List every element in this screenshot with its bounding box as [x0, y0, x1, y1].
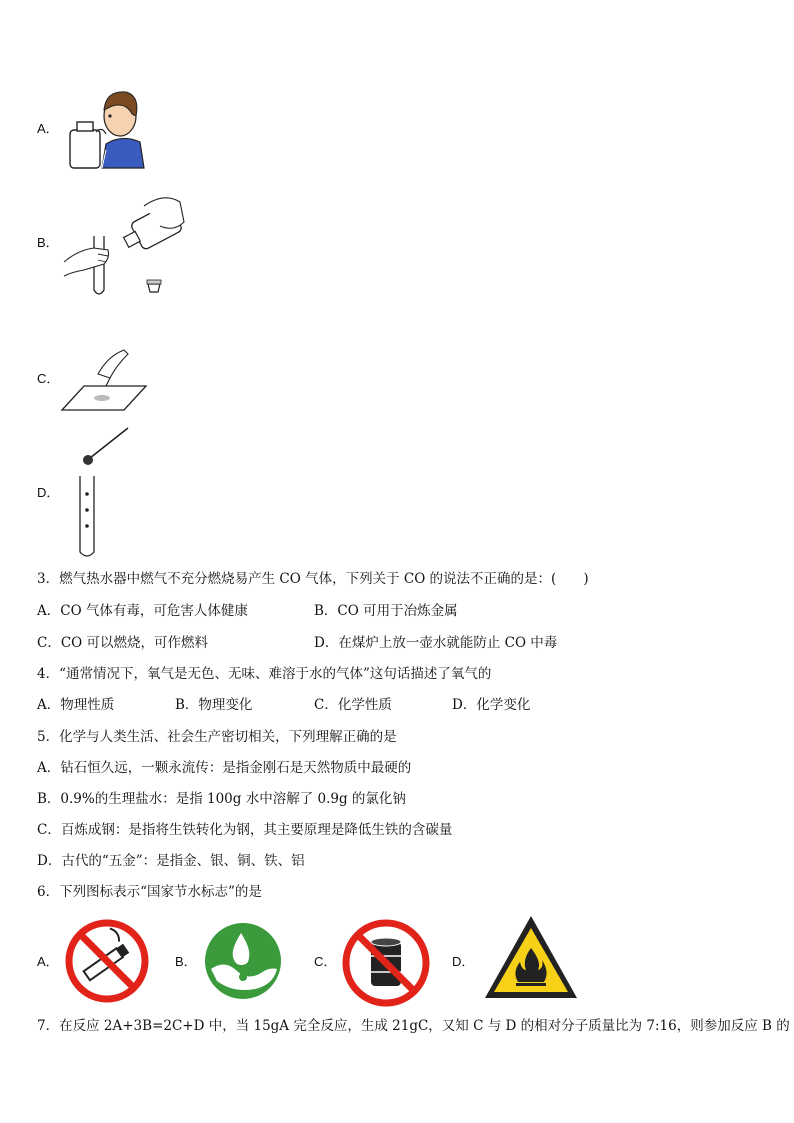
flammable-warning-icon [482, 912, 580, 1002]
q5-option-d: D．古代的“五金”：是指金、银、铜、铁、铝 [37, 853, 305, 869]
pouring-liquid-illustration [64, 192, 190, 302]
no-smoking-icon [64, 918, 150, 1004]
q5-option-a: A．钻石恒久远，一颗永流传：是指金刚石是天然物质中最硬的 [37, 760, 412, 776]
q3-option-c: C．CO 可以燃烧，可作燃料 [37, 635, 209, 651]
q5-option-c: C．百炼成钢：是指将生铁转化为钢，其主要原理是降低生铁的含碳量 [37, 822, 453, 838]
q4-option-c: C．化学性质 [314, 697, 392, 713]
solid-on-paper-illustration [62, 346, 148, 412]
q7-stem: 7．在反应 2A+3B=2C+D 中，当 15gA 完全反应，生成 21gC，又知 C 与 D 的相对分子质量比为 7:16，则参加反应 B 的 [37, 1018, 790, 1034]
q6-stem: 6．下列图标表示“国家节水标志”的是 [37, 884, 262, 900]
q4-option-d: D．化学变化 [452, 697, 531, 713]
q6-option-b-label: B． [175, 954, 197, 969]
q3-option-b: B．CO 可用于冶炼金属 [314, 603, 458, 619]
smell-gas-illustration [66, 84, 146, 174]
q3-option-d: D．在煤炉上放一壶水就能防止 CO 中毒 [314, 635, 558, 651]
spoon-test-tube-illustration [76, 424, 136, 558]
option-d-label: D． [37, 485, 60, 500]
option-b-label: B． [37, 235, 59, 250]
option-a-label: A． [37, 121, 59, 136]
q3-stem: 3．燃气热水器中燃气不充分燃烧易产生 CO 气体，下列关于 CO 的说法不正确的是：( ) [37, 571, 589, 587]
q5-stem: 5．化学与人类生活、社会生产密切相关，下列理解正确的是 [37, 729, 397, 745]
q6-option-c-label: C． [314, 954, 337, 969]
q5-option-b: B．0.9%的生理盐水：是指 100g 水中溶解了 0.9g 的氯化钠 [37, 791, 406, 807]
q3-option-a: A．CO 气体有毒，可危害人体健康 [37, 603, 248, 619]
q4-option-a: A．物理性质 [37, 697, 115, 713]
option-c-label: C． [37, 371, 60, 386]
q6-option-d-label: D． [452, 954, 475, 969]
q6-option-a-label: A． [37, 954, 59, 969]
water-saving-icon [203, 921, 283, 1001]
no-fuel-drum-icon [341, 918, 431, 1008]
q4-option-b: B．物理变化 [175, 697, 253, 713]
q4-stem: 4．“通常情况下，氧气是无色、无味、难溶于水的气体”这句话描述了氧气的 [37, 666, 492, 682]
